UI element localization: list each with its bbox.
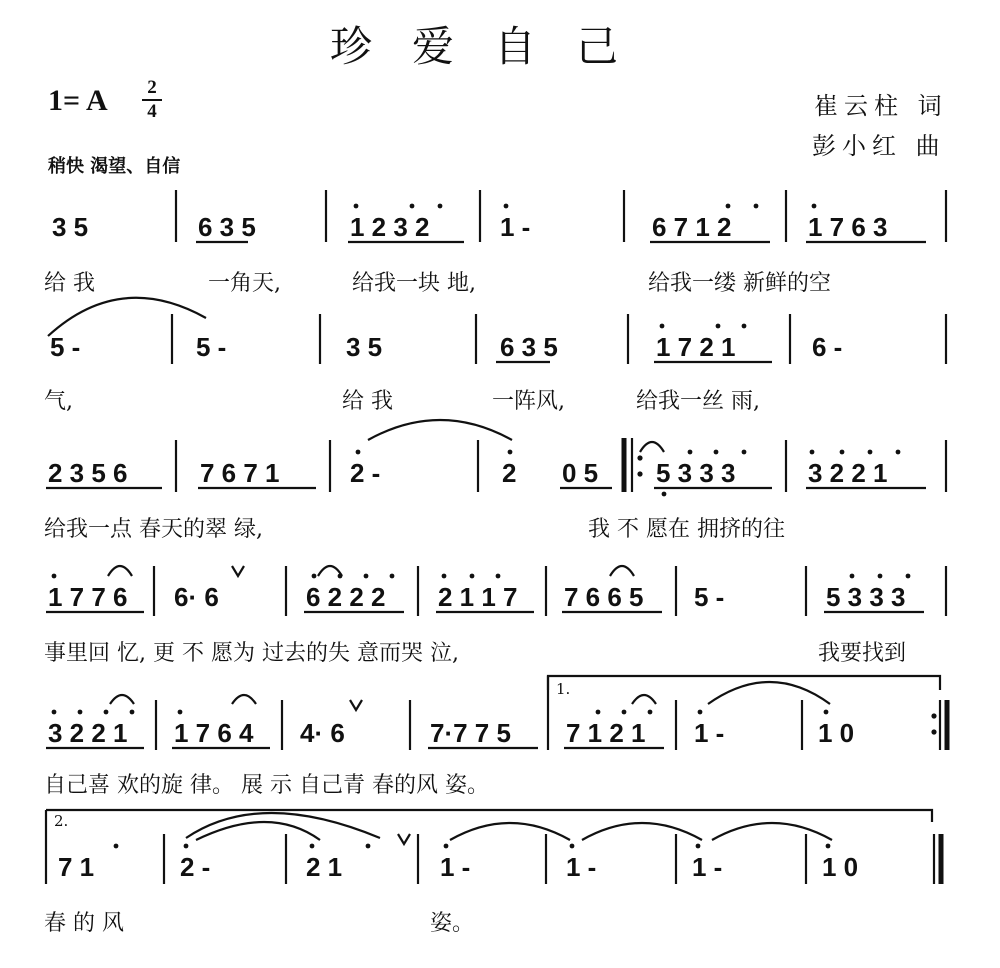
system-5-notes-m4: 7·7 7 5 [430, 718, 511, 748]
system-4-notes-m6: 5 - [694, 582, 725, 612]
volta-2-label: 2. [54, 812, 69, 830]
system-2-lyrics-c: 一阵风, [492, 389, 565, 414]
system-2-notes-m5: 1 7 2 1 [656, 332, 736, 362]
system-1-notes-m1: 3 5 [52, 212, 89, 242]
system-1-lyrics-b: 一角天, [208, 271, 281, 296]
system-4-notes-m7: 5 3 3 3 [826, 582, 906, 612]
system-1-lyrics-a: 给 我 [44, 271, 95, 296]
song-title: 珍爱自己 [330, 22, 659, 71]
volta-1-label: 1. [556, 680, 571, 698]
system-1-lyrics-d: 给我一缕 新鲜的空 [648, 271, 831, 296]
system-1-lyrics-c: 给我一块 地, [352, 271, 476, 296]
system-5-notes-m2: 1 7 6 4 [174, 718, 254, 748]
time-signature-numerator: 2 [147, 77, 157, 98]
system-6-notes-m6: 1 - [692, 852, 723, 882]
lyricist-credit: 崔云柱 词 [814, 92, 948, 120]
system-5-lyrics: 自己喜 欢的旋 律。 展 示 自己青 春的风 姿。 [44, 773, 489, 798]
system-2-notes-m4: 6 3 5 [500, 332, 558, 362]
key-signature: 1= A [48, 84, 108, 117]
system-6-notes-m2: 2 - [180, 852, 211, 882]
system-3-lyrics-a: 给我一点 春天的翠 绿, [44, 517, 263, 542]
system-1-notes-m2: 6 3 5 [198, 212, 256, 242]
system-3-notes-m7: 3 2 2 1 [808, 458, 888, 488]
system-3-notes-m2: 7 6 7 1 [200, 458, 280, 488]
system-2-lyrics-d: 给我一丝 雨, [636, 389, 760, 414]
system-6-lyrics-a: 春 的 风 [44, 911, 124, 936]
system-5-notes-m6: 1 - [694, 718, 725, 748]
system-2-lyrics-b: 给 我 [342, 389, 393, 414]
system-6-notes-m5: 1 - [566, 852, 597, 882]
system-6-lyrics-b: 姿。 [430, 911, 475, 936]
system-5-notes-m1: 3 2 2 1 [48, 718, 128, 748]
system-4-notes-m5: 7 6 6 5 [564, 582, 644, 612]
system-3-notes-m6: 5 3 3 3 [656, 458, 736, 488]
system-2-notes-m6: 6 - [812, 332, 843, 362]
system-6-notes-m3: 2 1 [306, 852, 343, 882]
system-1-notes-m3: 1 2 3 2 [350, 212, 430, 242]
time-signature-denominator: 4 [147, 101, 157, 122]
system-1-notes-m6: 1 7 6 3 [808, 212, 888, 242]
system-3-notes-m4: 2 [502, 458, 517, 488]
system-4-lyrics-b: 我要找到 [818, 641, 907, 666]
composer-credit: 彭小红 曲 [812, 132, 946, 160]
system-2-notes-m1: 5 - [50, 332, 81, 362]
system-2-notes-m3: 3 5 [346, 332, 383, 362]
system-3-lyrics-b: 我 不 愿在 拥挤的往 [588, 517, 785, 542]
system-4-notes-m1: 1 7 7 6 [48, 582, 128, 612]
system-5-notes-m7: 1 0 [818, 718, 855, 748]
system-1-notes-m4: 1 - [500, 212, 531, 242]
system-2-lyrics-a: 气, [44, 389, 73, 414]
system-6-notes-m4: 1 - [440, 852, 471, 882]
system-3-notes-m5: 0 5 [562, 458, 599, 488]
system-5-notes-m3: 4· 6 [300, 718, 345, 748]
system-3-notes-m1: 2 3 5 6 [48, 458, 128, 488]
system-6-notes-m1: 7 1 [58, 852, 95, 882]
system-4-lyrics-a: 事里回 忆, 更 不 愿为 过去的失 意而哭 泣, [44, 641, 459, 666]
system-3-notes-m3: 2 - [350, 458, 381, 488]
tempo-marking: 稍快 渴望、自信 [48, 156, 181, 177]
system-4-notes-m3: 6 2 2 2 [306, 582, 386, 612]
system-4-notes-m4: 2 1 1 7 [438, 582, 518, 612]
system-5-notes-m5: 7 1 2 1 [566, 718, 646, 748]
system-1-notes-m5: 6 7 1 2 [652, 212, 732, 242]
system-2-notes-m2: 5 - [196, 332, 227, 362]
system-4-notes-m2: 6· 6 [174, 582, 219, 612]
system-6-notes-m7: 1 0 [822, 852, 859, 882]
